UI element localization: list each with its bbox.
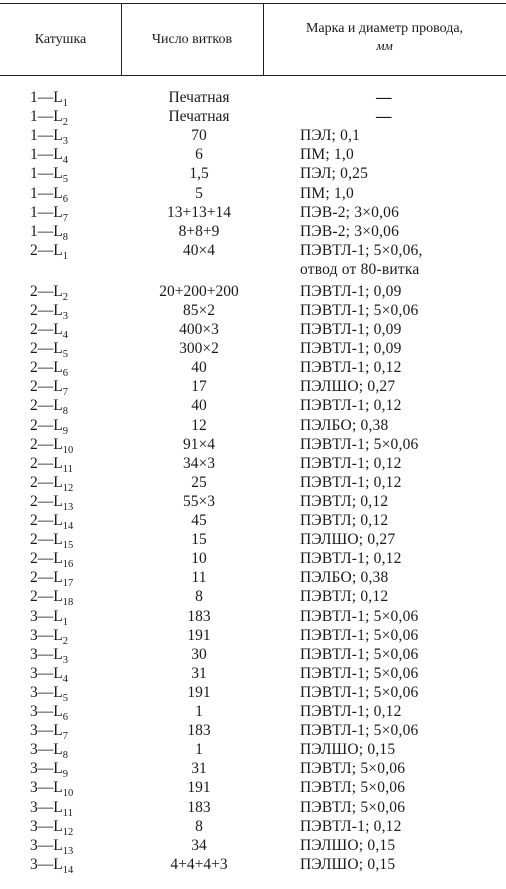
wire-cell: ПЭВТЛ-1; 0,12 [300, 397, 402, 415]
coil-subscript: 8 [62, 231, 68, 243]
coil-designator: 3—L [30, 645, 63, 663]
coil-designator: 3—L [30, 741, 63, 759]
coil-designator: 1—L [30, 146, 63, 164]
turns-cell: 1 [195, 741, 203, 759]
coil-designator: 2—L [30, 492, 63, 510]
wire-cell: ПЭВТЛ-1; 5×0,06 [300, 664, 419, 682]
table-row [0, 664, 506, 684]
coil-designator: 1—L [30, 108, 63, 126]
wire-cell: ПЭВТЛ-1; 5×0,06 [300, 722, 419, 740]
turns-cell: 13+13+14 [167, 203, 231, 221]
wire-cell: ПЭВТЛ-1; 5×0,06 [300, 683, 419, 701]
coil-designator: 3—L [30, 817, 63, 835]
turns-cell: 91×4 [183, 435, 215, 453]
table-row [0, 88, 506, 108]
coil-designator: 2—L [30, 321, 63, 339]
wire-cell: ПМ; 1,0 [300, 146, 354, 164]
table-row-continuation [0, 260, 506, 280]
turns-cell: Печатная [168, 89, 230, 106]
table-row [0, 282, 506, 302]
turns-cell: 70 [191, 127, 207, 145]
turns-cell: 8 [195, 588, 203, 606]
turns-cell: 12 [191, 416, 207, 434]
coil-subscript: 7 [62, 731, 68, 743]
coil-designator: 2—L [30, 550, 63, 568]
coil-subscript: 3 [62, 654, 68, 666]
coil-subscript: 5 [62, 349, 68, 361]
header-wire-label: Марка и диаметр провода, [305, 21, 464, 36]
wire-cell: ПЭВТЛ-1; 5×0,06, [300, 241, 423, 259]
coil-subscript: 1 [62, 98, 68, 109]
coil-designator: 2—L [30, 531, 63, 549]
table-row [0, 778, 506, 798]
coil-designator: 3—L [30, 664, 63, 682]
coil-designator: 3—L [30, 683, 63, 701]
coil-designator: 1—L [30, 89, 63, 106]
coil-designator: 2—L [30, 359, 63, 377]
table-top-rule [0, 3, 506, 4]
wire-dash: — [376, 89, 392, 106]
coil-subscript: 8 [62, 406, 68, 418]
wire-cell: ПЭВТЛ; 5×0,06 [300, 779, 406, 797]
table-row [0, 511, 506, 531]
wire-cell: ПЭВТЛ-1; 5×0,06 [300, 626, 419, 644]
coil-subscript: 13 [62, 845, 74, 857]
table-row [0, 377, 506, 397]
table-row [0, 549, 506, 569]
wire-cell: ПЭВТЛ-1; 0,09 [300, 340, 402, 358]
table-row [0, 435, 506, 455]
turns-cell: 30 [191, 645, 207, 663]
table-row [0, 222, 506, 242]
coil-designator: 1—L [30, 222, 63, 240]
turns-cell: 85×2 [183, 301, 215, 319]
wire-cell: ПЭВТЛ-1; 0,09 [300, 282, 402, 300]
turns-cell: 183 [187, 722, 211, 740]
wire-cell: ПЭВТЛ-1; 0,12 [300, 454, 402, 472]
wire-cell: ПЭВТЛ-1; 5×0,06 [300, 301, 419, 319]
coil-designator: 2—L [30, 435, 63, 453]
wire-cell: ПЭЛБО; 0,38 [300, 569, 389, 587]
header-bottom-rule [0, 75, 506, 76]
table-row [0, 836, 506, 856]
coil-subscript: 6 [62, 712, 68, 724]
wire-cell: ПЭВТЛ-1; 5×0,06 [300, 435, 419, 453]
coil-subscript: 12 [62, 826, 74, 838]
coil-designator: 2—L [30, 569, 63, 587]
coil-designator: 3—L [30, 855, 63, 873]
table-row [0, 817, 506, 837]
wire-cell: ПЭВТЛ; 0,12 [300, 512, 389, 530]
coil-designator: 3—L [30, 703, 63, 721]
coil-designator: 2—L [30, 416, 63, 434]
table-row [0, 126, 506, 146]
coil-designator: 3—L [30, 798, 63, 816]
turns-cell: 191 [187, 779, 211, 797]
coil-designator: 2—L [30, 378, 63, 396]
coil-subscript: 3 [62, 310, 68, 322]
turns-cell: 10 [191, 550, 207, 568]
coil-subscript: 14 [62, 521, 74, 533]
turns-cell: 183 [187, 607, 211, 625]
coil-subscript: 14 [62, 864, 74, 876]
wire-cell: ПЭЛШО; 0,15 [300, 855, 396, 873]
turns-cell: 1,5 [189, 165, 209, 183]
table-row [0, 339, 506, 359]
turns-cell: 25 [191, 473, 207, 491]
coil-designator: 2—L [30, 282, 63, 300]
turns-cell: 8+8+9 [178, 222, 220, 240]
coil-subscript: 6 [62, 368, 68, 380]
wire-cell [300, 107, 392, 127]
coil-subscript: 4 [62, 155, 68, 167]
table-row [0, 626, 506, 646]
wire-cell: ПЭЛ; 0,1 [300, 127, 361, 145]
wire-cell: ПЭЛШО; 0,27 [300, 531, 396, 549]
coil-designator: 1—L [30, 165, 63, 183]
table-row [0, 530, 506, 550]
table-row [0, 568, 506, 588]
table-row [0, 454, 506, 474]
coil-designator: 2—L [30, 241, 63, 259]
wire-cell: ПЭВТЛ; 5×0,06 [300, 798, 406, 816]
table-row [0, 702, 506, 722]
header-wire-unit: мм [376, 38, 393, 53]
coil-subscript: 9 [62, 425, 68, 437]
turns-cell: 400×3 [179, 321, 219, 339]
coil-designator: 2—L [30, 588, 63, 606]
wire-cell: ПЭВТЛ-1; 0,09 [300, 321, 402, 339]
wire-cell: ПЭЛБО; 0,38 [300, 416, 389, 434]
table-row [0, 587, 506, 607]
coil-subscript: 2 [62, 291, 68, 303]
coil-subscript: 4 [62, 330, 68, 342]
coil-designator: 3—L [30, 779, 63, 797]
wire-cell: ПЭЛШО; 0,15 [300, 741, 396, 759]
coil-subscript: 8 [62, 750, 68, 762]
wire-cell [300, 88, 392, 108]
wire-cell: ПЭВТЛ-1; 0,12 [300, 550, 402, 568]
table-row [0, 301, 506, 321]
table-row [0, 416, 506, 436]
turns-cell: 6 [195, 146, 203, 164]
coil-subscript: 2 [62, 117, 68, 129]
turns-cell: 300×2 [179, 340, 219, 358]
wire-cell: ПЭЛ; 0,25 [300, 165, 369, 183]
coil-subscript: 18 [62, 597, 74, 609]
turns-cell: 15 [191, 531, 207, 549]
coil-subscript: 13 [62, 501, 74, 513]
wire-cell: ПЭЛШО; 0,27 [300, 378, 396, 396]
coil-designator: 2—L [30, 454, 63, 472]
turns-cell: 31 [191, 664, 207, 682]
header-coil: Катушка [34, 32, 87, 47]
coil-subscript: 10 [62, 788, 74, 800]
wire-dash: — [376, 108, 392, 126]
coil-designator: 2—L [30, 473, 63, 491]
wire-cell: ПЭВТЛ; 0,12 [300, 588, 389, 606]
table-row [0, 798, 506, 818]
coil-designator: 2—L [30, 397, 63, 415]
coil-subscript: 9 [62, 769, 68, 781]
turns-cell: 17 [191, 378, 207, 396]
table-row [0, 683, 506, 703]
table-row [0, 241, 506, 261]
coil-designator: 3—L [30, 836, 63, 854]
coil-subscript: 7 [62, 212, 68, 224]
coil-subscript: 4 [62, 673, 68, 685]
table-row [0, 473, 506, 493]
turns-cell: 8 [195, 817, 203, 835]
table-row [0, 320, 506, 340]
coil-subscript: 1 [62, 250, 68, 262]
turns-cell: 4+4+4+3 [170, 855, 228, 873]
table-row [0, 492, 506, 512]
wire-cell: ПЭВТЛ-1; 5×0,06 [300, 607, 419, 625]
header-turns: Число витков [151, 32, 233, 47]
table-row [0, 721, 506, 741]
coil-designator: 2—L [30, 512, 63, 530]
turns-cell: 31 [191, 760, 207, 778]
turns-cell: 191 [187, 683, 211, 701]
turns-cell: 1 [195, 703, 203, 721]
table-row [0, 358, 506, 378]
coil-subscript: 11 [62, 463, 73, 475]
coil-subscript: 10 [62, 444, 74, 456]
table-row [0, 203, 506, 223]
table-row [0, 164, 506, 184]
turns-cell: 183 [187, 798, 211, 816]
turns-cell: 34 [191, 836, 207, 854]
turns-cell: 20+200+200 [159, 282, 239, 300]
coil-designator: 3—L [30, 760, 63, 778]
table-row [0, 396, 506, 416]
turns-cell: 40 [191, 397, 207, 415]
table-row [0, 855, 506, 875]
coil-subscript: 16 [62, 559, 74, 571]
coil-subscript: 2 [62, 635, 68, 647]
coil-designator: 1—L [30, 203, 63, 221]
wire-cell: ПЭВТЛ; 5×0,06 [300, 760, 406, 778]
coil-designator: 3—L [30, 722, 63, 740]
turns-cell: 34×3 [183, 454, 215, 472]
table-row [0, 107, 506, 127]
coil-subscript: 11 [62, 807, 73, 819]
coil-subscript: 5 [62, 692, 68, 704]
wire-cell: ПЭВ-2; 3×0,06 [300, 203, 400, 221]
turns-cell: 40 [191, 359, 207, 377]
coil-designator: 1—L [30, 127, 63, 145]
coil-subscript: 3 [62, 136, 68, 148]
coil-subscript: 12 [62, 482, 74, 494]
turns-cell: 45 [191, 512, 207, 530]
coil-cell [30, 855, 73, 877]
coil-subscript: 15 [62, 540, 74, 552]
coil-designator: 1—L [30, 184, 63, 202]
coil-subscript: 5 [62, 174, 68, 186]
wire-cell: ПЭВТЛ-1; 0,12 [300, 359, 402, 377]
table-row [0, 740, 506, 760]
coil-designator: 2—L [30, 340, 63, 358]
coil-subscript: 7 [62, 387, 68, 399]
wire-cell: ПЭВТЛ-1; 0,12 [300, 473, 402, 491]
coil-designator: 3—L [30, 626, 63, 644]
wire-cell: ПЭВ-2; 3×0,06 [300, 222, 400, 240]
table-row [0, 645, 506, 665]
table-row [0, 607, 506, 627]
wire-cell: ПЭВТЛ-1; 0,12 [300, 703, 402, 721]
coil-designator: 3—L [30, 607, 63, 625]
turns-cell: 40×4 [183, 241, 215, 259]
turns-cell: 5 [195, 184, 203, 202]
turns-cell: Печатная [168, 108, 230, 126]
wire-cell: ПЭВТЛ; 0,12 [300, 492, 389, 510]
turns-cell: 191 [187, 626, 211, 644]
table-row [0, 759, 506, 779]
wire-cell: ПЭВТЛ-1; 0,12 [300, 817, 402, 835]
coil-subscript: 17 [62, 578, 74, 590]
turns-cell: 11 [191, 569, 207, 587]
coil-subscript: 6 [62, 193, 68, 205]
wire-cell: ПМ; 1,0 [300, 184, 354, 202]
header-wire [263, 20, 506, 54]
wire-cell: ПЭЛШО; 0,15 [300, 836, 396, 854]
wire-cell-note: отвод от 80-витка [300, 260, 420, 278]
table-row [0, 184, 506, 204]
coil-subscript: 1 [62, 616, 68, 628]
coil-designator: 2—L [30, 301, 63, 319]
table-row [0, 145, 506, 165]
turns-cell: 55×3 [183, 492, 215, 510]
wire-cell: ПЭВТЛ-1; 5×0,06 [300, 645, 419, 663]
